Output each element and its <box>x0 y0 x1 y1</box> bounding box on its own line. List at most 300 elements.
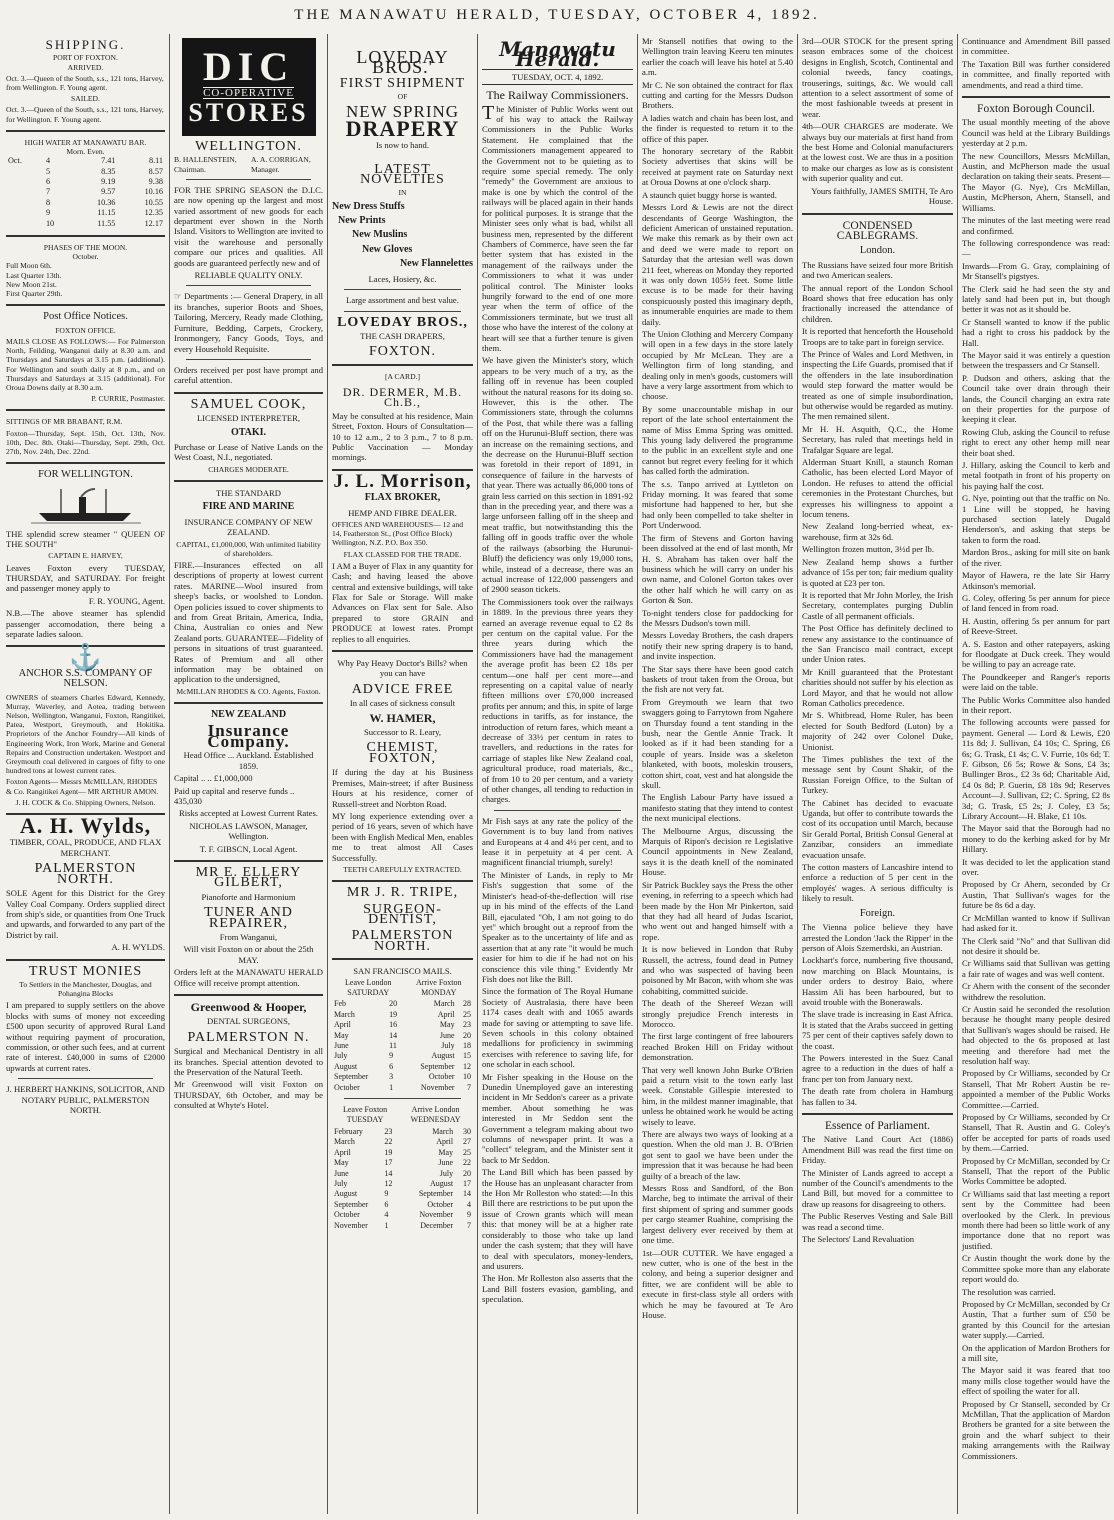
tide-row-cell: 9.38 <box>148 177 163 187</box>
tide-row-cell: 8.11 <box>148 156 163 166</box>
pointing-hand-icon: ☞ <box>174 291 182 302</box>
gilbert-sub2: TUNER AND REPAIRER, <box>204 905 293 931</box>
dic-names <box>174 155 323 173</box>
column-3 <box>328 34 478 1514</box>
news-sign: Yours faithfully, JAMES SMITH, Te Aro House. <box>811 185 953 207</box>
dic-logo-sub: CO-OPERATIVE <box>203 86 294 99</box>
tripe-sub: SURGEON-DENTIST, <box>363 901 442 927</box>
article-para: Mr Fish says at any rate the policy of the Government is to buy land from natives and Europeans at 4 and 4½ per cent, and to lease it in perpetuity at 4 per cent. A magnificent financial triumph, surely! <box>482 815 633 868</box>
council-para: Cr McMillan wanted to know if Sullivan had asked for it. <box>962 912 1110 934</box>
news-para: The Melbourne Argus, discussing the Marquis of Ripon's decision re Legislative Council appointments in New Zealand, says it is the death knell of the nominated House. <box>642 825 793 878</box>
nz-head: Head Office ... Auckland. Established 1859. <box>183 750 314 771</box>
tide-row-cell: 9.57 <box>101 187 116 197</box>
mail-row-cell: August <box>431 1051 455 1061</box>
gilbert-from: From Wanganui, <box>219 931 278 942</box>
tide-table <box>6 156 165 229</box>
news-para: Mr Stansell notifies that owing to the Wellington train leaving Keeru ten minutes earlier the coach will leave his hotel at 5.40 a.m. <box>642 36 793 78</box>
news-para: Mr C. Ne son obtained the contract for flax cutting and carting for the Messrs Dudson Brothers. <box>642 79 793 111</box>
mail-row-cell: November <box>334 1220 368 1230</box>
latest: LATEST NOVELTIES <box>360 161 445 188</box>
novelty-item: New Gloves <box>362 243 413 255</box>
morrison-sub2: HEMP AND FIBRE DEALER. <box>348 507 457 518</box>
news-para: Messrs Ross and Sandford, of the Bon Marche, beg to intimate the arrival of their first shipment of spring and summer goods per cargo steamer Ruahine, comprising the largest delivery ever received by them at one time. <box>642 1183 793 1246</box>
mail-row-cell: August <box>334 1189 358 1199</box>
mail-row-cell: 17 <box>463 1178 471 1188</box>
tide-row <box>6 219 165 229</box>
sf-title: SAN FRANCISCO MAILS. <box>353 966 452 977</box>
article-para: The Land Bill which has been passed by the House has an unpleasant character from the Hon Mr Rolleston who stated:—In this Bill there are restrictions to be put upon the issue of Crown grants which will mean this: that money will be at a higher rate considerably to those who take up land under the cash system; that they will have to deal with speculators, money-lenders, and usurers. <box>482 1167 633 1271</box>
mail-row-cell: 25 <box>463 1009 471 1019</box>
gilbert-sub: Pianoforte and Harmonium <box>201 891 296 902</box>
anchor-text: OWNERS of steamers Charles Edward, Kennedy, Murray, Waverley, and Aotea, trading between Nelson, Wellington, Wanganui, Foxton, Rangitikei, Patea, Westport, Greymouth, and Hokitika. Proprietors of the Anchor Foundry—All kinds of Engineering Work, Iron Work, Marine and General Repairs and Construction undertaken. Westport and Greymouth coal delivered in cargoes of fifty to one hundred tons at lowest current rates. <box>6 692 165 776</box>
council-para: Cr Ahern with the consent of the seconder withdrew the resolution. <box>962 981 1110 1002</box>
greenwood-visit: Mr Greenwood will visit Foxton on THURSDAY, 6th October, and may be consulted at Whyte's Hotel. <box>174 1079 323 1111</box>
sailed-label: SAILED. <box>71 94 100 104</box>
mail-row-cell: 22 <box>463 1158 471 1168</box>
tide-row-cell <box>6 208 44 218</box>
gilbert-title: MR E. ELLERY GILBERT, <box>195 864 302 891</box>
nz-lawson: NICHOLAS LAWSON, Manager, Wellington. <box>189 820 308 842</box>
loveday-foot2: THE CASH DRAPERS, <box>360 330 445 341</box>
post-sign: P. CURRIE, Postmaster. <box>91 394 165 404</box>
news-para: 3rd—OUR STOCK for the present spring season embraces some of the choicest designs in English, Scotch, Continental and colonial tweeds, fancy coatings, trouserings, suitings, &c. We would call attention to a select assortment of some of the most fashionable tweeds at present in wear. <box>802 36 953 119</box>
mail-row-cell: 17 <box>384 1158 393 1168</box>
news-para: 1st—OUR CUTTER. We have engaged a new cutter, who is one of the best in the colony, and being a superior designer and fitter, we are confident will be able to execute in first-class style all orders with which he may be favoured at Te Aro House. <box>642 1247 793 1320</box>
council-para: Proposed by Cr Williams, seconded by Cr Stansell, That Mr Robert Austin be re-appointed a member of the Public Works Committee.—Carried. <box>962 1068 1110 1110</box>
council-para: The usual monthly meeting of the above Council was held at the Library Buildings yesterday at 2 p.m. <box>962 117 1110 149</box>
post-title: Post Office Notices. <box>43 311 128 323</box>
agent: F. R. YOUNG, Agent. <box>88 595 165 606</box>
mail-row-cell: 23 <box>463 1020 471 1030</box>
teeth: TEETH CAREFULLY EXTRACTED. <box>343 864 462 874</box>
news-para: There are always two ways of looking at a question. When the old man J. B. O'Brien got sent to gaol we have been under the impression that it was because he had been guilty of a breach of the law. <box>642 1129 793 1181</box>
mail-row-cell: 6 <box>384 1199 389 1209</box>
dic-place: WELLINGTON. <box>195 139 302 154</box>
mail-row-cell: May <box>438 1147 454 1157</box>
wellington-title: FOR WELLINGTON. <box>38 469 133 481</box>
cable-para: The cotton masters of Lancashire intend to enforce a reduction of 5 per cent in the employés' wages. A serious difficulty is likely to result. <box>802 862 953 904</box>
my-text: MY long experience extending over a period of 16 years, seven of which have been with English Medical Men, enables me to treat almost All Cases Successfully. <box>332 810 473 863</box>
cable-para: Wellington frozen mutton, 3½d per lb. <box>802 544 935 555</box>
news-para: Messrs Lord & Lewis are not the direct descendants of George Washington, the deficient American of unstained reputation. We make this remark as by their own act and deed we were made to report on Saturday that the artesian well was down 211 feet, whereas on Monday they reported it was only down 105½ feet. Some little excuse is to be made for their having conspicuously posted this imaginary depth, as innumerable enquiries are made to them daily. <box>642 202 793 327</box>
novelty-item: New Dress Stuffs <box>332 200 405 212</box>
mail-row-cell: 19 <box>384 1147 393 1157</box>
tide-row-cell: 8.57 <box>148 166 163 176</box>
mail-row-cell: 12 <box>463 1061 471 1071</box>
mail-row-cell: 20 <box>389 999 398 1009</box>
mail-row-cell: September <box>418 1189 454 1199</box>
essence-heading: Essence of Parliament. <box>824 1120 931 1132</box>
mail-row <box>332 1221 473 1231</box>
mail-row-cell: 9 <box>384 1189 389 1199</box>
mail-row-cell: 22 <box>384 1137 393 1147</box>
loveday-sub: FIRST SHIPMENT <box>339 75 466 91</box>
tide-header: Morn. Even. <box>66 147 105 157</box>
column-1 <box>2 34 170 1514</box>
council-para: Proposed by Cr Williams, seconded by Cr Stansell, That R. Austin and G. Coley's offer be accepted for parts of roads used by them.—Carried. <box>962 1112 1110 1154</box>
post-sub: FOXTON OFFICE. <box>55 325 116 335</box>
flag-title: Manawatu Herald. <box>499 37 616 72</box>
moon-line: First Quarter 29th. <box>6 289 63 299</box>
council-para: The Public Works Committee also handed in their report. <box>962 694 1110 715</box>
council-para: Proposed by Cr Ahern, seconded by Cr Austin, That Sullivan's wages for the future be 8s 6d a day. <box>962 879 1110 911</box>
mail-row-cell: August <box>334 1061 358 1071</box>
mail-row <box>332 1189 473 1199</box>
mail-row <box>332 1179 473 1189</box>
cable-para: Lockhart's force, numbering five thousand, now marching on Black Mountains, is under orders to destroy Baio, where Hassim Ali has been harboured, but to avoid trouble with the Bonerawals. <box>802 955 953 1007</box>
sf-mails-table-1 <box>332 977 473 1093</box>
council-para: The Clerk said "No" and that Sullivan did not desire it should be. <box>962 935 1110 956</box>
post-text: MAILS CLOSE AS FOLLOWS:— For Palmerston North, Feilding, Wanganui daily at 8.30 a.m. and Thursdays and Saturdays at 3.15 p.m. (additional). For Wellington and south daily at 8 p.m., and on Thursdays and Saturdays at 3.15 (additional). For Oroua Downs daily at 8.30 a.m. <box>6 336 165 392</box>
morrison-text: I AM a Buyer of Flax in any quantity for Cash; and having leased the above central and extensive buildings, will take Flax for Sale or Storage. Will make Advances on Flax sent for Sale. Also prepared to store GRAIN and PRODUCE at lowest rates. Prompt replies to all enquiries. <box>332 560 473 644</box>
mail-row-cell: 15 <box>463 1051 471 1061</box>
council-para: Cr Austin thought the work done by the Committee spoke more than any elaborate report would do. <box>962 1253 1110 1285</box>
article-para: The Hon. Mr Rolleston also asserts that the Land Bill fosters evasion, gambling, and speculation. <box>482 1273 633 1305</box>
cable-para: New Zealand long-berried wheat, ex-warehouse, firm at 32s 6d. <box>802 521 953 542</box>
tide-row-cell: 8.35 <box>101 166 116 176</box>
mail-row-cell: June <box>334 1168 349 1178</box>
dic-manager: A. A. CORRIGAN, Manager. <box>251 155 311 174</box>
council-para: G. Coley, offering 5s per annum for piece of land fenced in from road. <box>962 592 1110 614</box>
loveday-large: Large assortment and best value. <box>346 295 459 306</box>
mail-row-cell: 7 <box>467 1220 471 1230</box>
card: [A CARD.] <box>384 371 421 381</box>
council-para: The following correspondence was read:— <box>962 237 1110 259</box>
mail-row-cell: April <box>436 1137 454 1147</box>
nz-title: NEW ZEALAND <box>210 709 287 721</box>
standard-title: THE STANDARD <box>216 487 281 498</box>
tide-row-cell: 7 <box>45 187 51 197</box>
anchor-sign: J. H. COCK & Co. Shipping Owners, Nelson. <box>15 797 156 807</box>
cable-para: The annual report of the London School Board shows that free education has only fractionally increased the attendance of children. <box>802 282 953 324</box>
cook-text: Purchase or Lease of Native Lands on the West Coast, N.I., negotiated. <box>174 441 323 463</box>
wylds-sub: TIMBER, COAL, PRODUCE, AND FLAX MERCHANT. <box>9 837 162 858</box>
mail-row-cell: August <box>429 1178 454 1188</box>
news-para: 4th—OUR CHARGES are moderate. We always buy our materials at first hand from the best Home and Colonial manufacturers at the lowest cost. We are thus in a position to make our charges as low as is consistent with superior quality and cut. <box>802 121 953 184</box>
anchor-title: ANCHOR S.S. COMPANY OF NELSON. <box>18 667 153 690</box>
column-5 <box>638 34 798 1514</box>
tide-row-cell: 10.55 <box>144 197 163 207</box>
council-para: On the application of Mardon Brothers for a mill site, <box>962 1342 1110 1363</box>
council-para: Proposed by Cr McMillan, seconded by Cr Austin, That a further sum of £50 be granted by this Council for the artesian water supply.—Carried. <box>962 1298 1110 1341</box>
standard-sign: McMILLAN RHODES & CO. Agents, Foxton. <box>176 686 321 696</box>
mail-row <box>332 1200 473 1210</box>
council-para: The Mayor said it was feared that too many mills close together would have the effect of spoiling the water for all. <box>962 1365 1110 1397</box>
mail-row-cell: 7 <box>467 1082 471 1092</box>
london-heading: London. <box>859 245 896 257</box>
dermer-title: DR. DERMER, M.B. Ch.B., <box>342 384 463 410</box>
mail-row-cell: April <box>334 1147 351 1157</box>
council-para: Proposed by Cr Stansell, seconded by Cr McMillan, That the application of Mardon Brothers be granted for a site between the groin and the wharf subject to their making arrangements with the Railway Commissioners. <box>962 1398 1110 1461</box>
sf-mails-table-2 <box>332 1104 473 1231</box>
mail-row-cell: September <box>334 1072 369 1082</box>
mail-row-cell: 4 <box>467 1199 471 1209</box>
dic-logo <box>182 38 316 136</box>
parliament-para: The Public Reserves Vesting and Sale Bill was read a second time. <box>802 1211 953 1232</box>
loveday-foot3: FOXTON. <box>368 344 437 360</box>
news-para: The Star says there have been good catch baskets of trout taken from the Oroua, but the fish are not very fat. <box>642 663 793 695</box>
parliament-para: The Selectors' Land Revaluation <box>802 1234 915 1245</box>
captain: CAPTAIN E. HARVEY, <box>48 551 123 561</box>
mail-row-cell: July <box>439 1168 454 1178</box>
mail-row-cell: March <box>433 999 455 1009</box>
sf-head: Arrive London WEDNESDAY <box>410 1105 461 1125</box>
tide-row-cell: 8 <box>45 197 51 207</box>
tripe-place: PALMERSTON NORTH. <box>351 928 454 954</box>
news-para: A staunch quiet buggy horse is wanted. <box>642 189 777 200</box>
loveday-drapery: DRAPERY <box>345 115 460 141</box>
wylds-sign: A. H. WYLDS. <box>111 942 165 953</box>
tide-row <box>6 167 165 177</box>
tide-row-cell <box>6 177 44 187</box>
council-para: Cr Williams said that Sullivan was getting a fair rate of wages and was well content. <box>962 958 1110 979</box>
greenwood-sub: DENTAL SURGEONS, <box>206 1016 291 1027</box>
cable-para: New Zealand hemp shows a further advance of 15s per ton; fair medium quality is quoted at £23 per ton. <box>802 556 953 588</box>
cable-para: Alderman Stuart Knill, a staunch Roman Catholic, has been elected Lord Mayor of London. He refuses to attend the official ceremonies in the Protestant Churches, but expresses his willingness to appoint a locum tenens. <box>802 457 953 520</box>
tide-row-cell: 6 <box>45 177 51 187</box>
dic-text: FOR THE SPRING SEASON the D.I.C. are now opening up the largest and most varied assortment of new goods for each department ever shown in the North Island. Visitors to Wellington are invited to visit the warehouse and personally compare our prices and qualities. All goods are guaranteed perfectly new and of <box>174 184 323 268</box>
loveday-of: OF <box>397 92 408 102</box>
greenwood-text: Surgical and Mechanical Dentistry in all its branches. Special attention devoted to the Preservation of the Natural Teeth. <box>174 1046 323 1078</box>
cable-para: Mr Knill guaranteed that the Protestant charities should not suffer by his election as Lord Mayor, and that he would not allow Roman Catholics precedence. <box>802 666 953 708</box>
tide-row-cell: Oct. <box>8 156 22 166</box>
masthead: THE MANAWATU HERALD, TUESDAY, OCTOBER 4, 1892. <box>294 7 820 23</box>
mail-row-cell: March <box>432 1126 454 1136</box>
dic-logo-stores: STORES <box>188 98 309 128</box>
mail-row-cell: 9 <box>389 1051 394 1061</box>
mail-row-cell: 25 <box>463 1147 471 1157</box>
news-para: Messrs Loveday Brothers, the cash drapers notify their new spring drapery is to hand, and invite inspection. <box>642 630 793 662</box>
council-para: J. Hillary, asking the Council to kerb and metal footpath in front of his property on his paying half the cost. <box>962 460 1110 491</box>
council-para: The resolution was carried. <box>962 1286 1056 1297</box>
cable-para: The Powers interested in the Suez Canal agree to a reduction in the dues of half a franc per ton from January next. <box>802 1052 953 1084</box>
novelty-item: Laces, Hosiery, &c. <box>368 273 437 284</box>
tide-row-cell <box>6 187 44 197</box>
cable-para: It is reported that Mr John Morley, the Irish Secretary, contemplates purging Dublin Castle of all permanent officials. <box>802 589 953 621</box>
tide-row-cell: 10.16 <box>144 187 163 197</box>
mail-row-cell: 27 <box>463 1137 471 1147</box>
council-para: The Clerk said he had seen the sty and lately sand had been put in, but though better it was not as it should be. <box>962 283 1110 315</box>
mail-row-cell: 12 <box>384 1178 393 1188</box>
steamer-illustration <box>31 485 141 525</box>
tide-row-cell: 11.15 <box>97 208 116 218</box>
news-para: The firm of Stevens and Gorton having been dissolved at the end of last month, Mr H. S. Abraham has taken over half the business which he will carry on under his own name, and Colonel Gorton takes over the other half which he will carry on as Gorton & Son. <box>642 532 793 606</box>
tide-row-cell: 10 <box>45 218 55 228</box>
mail-row-cell: June <box>439 1030 455 1040</box>
sf-head: Arrive Foxton MONDAY <box>415 977 462 997</box>
mail-row-cell: March <box>334 1009 355 1019</box>
council-para: Mardon Bros., asking for mill site on bank of the river. <box>962 547 1110 568</box>
mail-row-cell: 3 <box>389 1072 394 1082</box>
loveday-hand: Is now to hand. <box>376 140 429 151</box>
dic-orders: Orders received per post have prompt and careful attention. <box>174 364 323 386</box>
column-2 <box>170 34 328 1514</box>
mail-row-cell: 10 <box>463 1072 471 1082</box>
mail-row-cell: 30 <box>463 1126 471 1136</box>
council-para: The Mayor said it was entirely a question between the trespassers and Cr Stansell. <box>962 349 1110 371</box>
sailed-text: Oct. 3.—Queen of the South, s.s., 121 tons, Harvey, for Wellington. F. Young agent. <box>6 105 164 124</box>
tide-title: HIGH WATER AT MANAWATU BAR. <box>24 137 147 147</box>
trust-title: TRUST MONIES <box>28 963 143 979</box>
dic-logo-text: DIC <box>202 43 295 89</box>
mail-row <box>332 1148 473 1158</box>
council-para: P. Dudson and others, asking that the Council take over drain through their lands, the Council charging an extra rate on their properties for the purpose of keeping it clear. <box>962 372 1110 425</box>
mail-row <box>332 1010 473 1020</box>
standard-capital: CAPITAL, £1,000,000, With unlimited liability of shareholders. <box>176 539 321 558</box>
nz-gibson: T. F. GIBSCN, Local Agent. <box>199 843 298 854</box>
cable-para: The Prince of Wales and Lord Methven, in inspecting the Life Guards, promised that if the offenders in the late insubordination would step forward the matter would be treated as one of simple insubordination, but otherwise would be regarded as mutiny. The men remained silent. <box>802 348 953 422</box>
tide-row-cell: 5 <box>45 166 51 176</box>
article-para: The Minister of Public Works went out of his way to attack the Railway Commissioners in the Public Works Statement. He complained that the Commissioners management appeared to the Government not to be quieting as to require some special remedy. The only "remedy" the Government are anxious to make is one by which the control of the railways will be placed again in their hands for political purposes. It is strange that the Minister sees only what is bad, whilst all business men, represented by the different Chambers of Commerce, have seen the far better system that has existed in the management of the railways under the Commissioners to what it was under political control. The Minister looks hungrily forward to the end of one more year when the term of office of the Commissioners terminate, but we trust all those who have the interest of the colony at heart will see that a further tenure is given them. <box>482 101 633 353</box>
foreign-heading: Foreign. <box>859 907 896 919</box>
hamer-sub: CHEMIST, FOXTON, <box>366 740 439 766</box>
tide-row-cell <box>6 167 44 177</box>
cable-para: The slave trade is increasing in East Africa. It is stated that the Arabs succeed in getting 75 per cent of their captives safely down to the coast. <box>802 1009 953 1051</box>
mail-row-cell: 18 <box>463 1041 471 1051</box>
hamer-advice: ADVICE FREE <box>351 681 454 697</box>
council-para: Inwards—From G. Gray, complaining of Mr Stansell's pigstyes. <box>962 260 1110 282</box>
headline: The Railway Commissioners. <box>486 88 629 103</box>
sf-head: Leave Foxton TUESDAY <box>342 1105 388 1125</box>
leaves-text: Leaves Foxton every TUESDAY, THURSDAY, and SATURDAY. For freight and passenger money apply to <box>6 562 165 594</box>
tide-row-cell: 12.35 <box>144 208 163 218</box>
greenwood-place: PALMERSTON N. <box>187 1029 310 1045</box>
news-para: The death of the Shereef Wezan will strongly prejudice French interests in Morocco. <box>642 998 793 1029</box>
tide-row <box>6 187 165 197</box>
nb-text: N.B.—The above steamer has splendid passenger accomodation, there being a separate ladies saloon. <box>6 608 165 639</box>
cable-para: The Times publishes the text of the message sent by Count Shakir, of the Russian Foreign Office, to the Sultan of Turkey. <box>802 754 953 796</box>
mail-row-cell: 20 <box>463 1168 471 1178</box>
moon-line: Full Moon 6th. <box>6 261 52 271</box>
article-para: We have given the Minister's story, which appears to be very much of a try, as the falling off in revenue has been coupled without the natural reasons for its doing so. However, this is the other. The Commissioners state, through the columns of the Post, that while there was a falling off on the Hurunui-Bluff section, there was an increase on the remaining sections, and the decrease on the Hurunui-Bluff section was foretold in their report of 1891, in consequence of failure in the harvests of that year. There was actually 86,000 tons of grain less carried on this section in 1891-92 than in the preceding year, and there was a large unforseen falling off in the sheep and meat traffic, but notwithstanding this the falling off in goods traffic over the whole of the railways (absorbing the Hurunui-Bluff) the deficiency was only 19,000 tons, while, instead of a decrease, there was an actual increase of 122,000 passengers and of 2900 season tickets. <box>482 355 633 595</box>
loveday-title: LOVEDAY BROS.' <box>356 47 449 78</box>
mail-row-cell: July <box>334 1051 348 1061</box>
mail-row-cell: July <box>334 1178 348 1188</box>
moon-month: October. <box>72 252 99 262</box>
trust-text: I am prepared to supply settlers on the above blocks with sums of money not exceeding £500 upon security of approved Rural Land without requiring payment of procuration, commission, or other such fees, and at current rate of interest. £40,000 in sums of £2000 upwards at current rates. <box>6 1000 165 1073</box>
mail-row-cell: 11 <box>389 1041 397 1051</box>
mail-row <box>332 1041 473 1051</box>
mail-row-cell: October <box>334 1082 360 1092</box>
mail-row-cell: 14 <box>384 1168 393 1178</box>
article-para: Mr Fisher speaking in the House on the Dunedin Unemployed gave an interesting incident in Mr Seddon's career as a private member. About something he was interested in Mr Seddon sent the Government a telegram making about two columns of newspaper print. It was a "collect" telegram, and the Minister sent it back to Mr Seddon. <box>482 1071 633 1165</box>
cable-para: The Vienna police believe they have arrested the London 'Jack the Ripper' in the person of Alois Szemerdski, an Austrian. <box>802 922 953 953</box>
mail-row-cell: April <box>437 1009 455 1019</box>
council-para: Cr Austin said he seconded the resolution because he thought many people desired that Sullivan's wages should be raised. He had objected to the 6s proposed at last meeting and therefore had met the resolution half way. <box>962 1003 1110 1066</box>
council-para: The new Councillors, Messrs McMillan, Austin, and McPherson made the usual declaration on taking their seats. Present—The Mayor (G. Nye), Crs McMillan, Austin, McPherson, Ahern, Stansell, and Williams. <box>962 150 1110 213</box>
article-para: Since the formation of The Royal Humane Society of Australasia, there have been 1174 cases dealt with and 1065 awards made for saving or attempting to save life. Seven schools in this colony obtained medallions for proficiency in swimming exercises with reference to saving life, for one scholar in each school. <box>482 986 633 1070</box>
cable-para: Mr S. Whitbread, Home Ruler, has been elected for South Bedford (Luton) by a majority of 242 over Colonel Duke, Unionist. <box>802 710 953 752</box>
wylds-text: SOLE Agent for this District for the Grey Valley Coal Company. Orders supplied direct from ship's side, or quantities from One Truck and upwards, and forwarded to any part of the District by rail. <box>6 888 165 940</box>
council-para: The Mayor said that the Borough had no money to do the kerbing asked for by Mr Hillary. <box>962 823 1110 855</box>
shipping-title: SHIPPING. <box>45 37 126 52</box>
tide-row <box>6 156 165 166</box>
wylds-place: PALMERSTON NORTH. <box>34 861 137 887</box>
parliament-para: The Taxation Bill was further considered in committee, and finally reported with amendments, and read a third time. <box>962 58 1110 90</box>
greenwood-title: Greenwood & Hooper, <box>190 1000 307 1014</box>
loveday-foot: LOVEDAY BROS., <box>337 314 468 330</box>
mail-row-cell: 4 <box>384 1210 389 1220</box>
arrived-label: ARRIVED. <box>67 62 104 72</box>
hankins: J. HERBERT HANKINS, SOLICITOR, AND NOTARY PUBLIC, PALMERSTON NORTH. <box>6 1084 165 1115</box>
mail-row-cell: 6 <box>389 1061 394 1071</box>
mail-row-cell: 1 <box>389 1082 394 1092</box>
cable-title: CONDENSED CABLEGRAMS. <box>836 219 919 242</box>
standard-sub2: INSURANCE COMPANY OF NEW ZEALAND. <box>184 516 313 538</box>
mail-row-cell: June <box>334 1041 349 1051</box>
mail-row-cell: February <box>334 1126 363 1136</box>
tide-row-cell: 10.36 <box>96 197 116 207</box>
parliament-para: Continuance and Amendment Bill passed in committee. <box>962 36 1110 57</box>
mail-row-cell: 14 <box>463 1189 471 1199</box>
dic-chairman: B. HALLENSTEIN, Chairman. <box>174 155 237 174</box>
mail-row <box>332 999 473 1009</box>
mail-row <box>332 1020 473 1030</box>
issue-date: TUESDAY, OCT. 4, 1892. <box>482 69 633 85</box>
mail-row-cell: April <box>334 1020 351 1030</box>
nz-paid: Paid up capital and reserve funds .. 435,030 <box>174 785 295 806</box>
mail-row-cell: October <box>427 1199 454 1209</box>
tide-row-cell: 9.19 <box>101 177 116 187</box>
cook-charges: CHARGES MODERATE. <box>208 464 289 474</box>
mail-row <box>332 1137 473 1147</box>
mail-row-cell: May <box>439 1020 455 1030</box>
novelty-item: New Prints <box>338 215 386 227</box>
sittings-text: Foxton—Thursday, Sept. 15th, Oct. 13th, Nov. 10th, Dec. 8th. Otaki—Thursday, Sept. 29th, Oct. 27th, Nov. 24th, Dec. 22nd. <box>6 428 165 456</box>
council-para: Mayor of Hawera, re the late Sir Harry Atkinson's memorial. <box>962 570 1110 591</box>
gilbert-orders: Orders left at the MANAWATU HERALD Office will receive prompt attention. <box>174 967 323 988</box>
nz-big: Insurance Company. <box>207 721 290 751</box>
mail-row-cell: July <box>441 1041 455 1051</box>
tide-row <box>6 198 165 208</box>
morrison-offices: OFFICES AND WAREHOUSES— 12 and 14, Featherston St., (Post Office Block) Wellington, N.Z. P.O. Box 350. <box>332 519 464 548</box>
mail-row <box>332 1062 473 1072</box>
news-para: The honorary secretary of the Rabbit Society advertises that skins will be received at payment rate on Saturday next at Oroua Downs at one o'clock sharp. <box>642 146 793 188</box>
news-para: The first large contingent of free labourers reached Broken Hill on Friday without demonstration. <box>642 1031 793 1063</box>
hamer-title: W. HAMER, <box>369 710 436 725</box>
mail-row-cell: June <box>438 1158 454 1168</box>
wylds-title: A. H. Wylds, <box>19 813 152 839</box>
moon-line: New Moon 21st. <box>6 279 57 289</box>
loveday-new: NEW SPRING <box>345 102 460 122</box>
hamer-cases: In all cases of sickness consult <box>349 698 456 709</box>
council-para: Proposed by Cr McMillan, seconded by Cr Stansell, That the report of the Public Works Committee be adopted. <box>962 1155 1110 1187</box>
cable-para: The Russians have seized four more British and two American sealers. <box>802 259 953 281</box>
cable-para: The Cabinet has decided to evacuate Uganda, but offer to contribute towards the cost of its occupation until March, because Sir Gerald Portal, British Consul General at Zanzibar, considers an immediate evacuation unsafe. <box>802 797 953 860</box>
news-para: The s.s. Tanpo arrived at Lyttleton on Friday morning. It was feared that some misfortune had happened to her, but she had only been compelled to take shelter in Port Underwood. <box>642 478 793 531</box>
mail-row-cell: May <box>334 1030 349 1040</box>
dermer-text: May be consulted at his residence, Main Street, Foxton. Hours of Consultation—10 to 12 a.m., 2 to 3 p.m., 7 to 8 p.m. Public Vaccination — Monday mornings. <box>332 410 473 463</box>
mail-row-cell: November <box>420 1082 455 1092</box>
column-4 <box>478 34 638 1514</box>
article-para: The Commissioners took over the railways in 1889. In the previous three years they earned an average revenue equal to £2 8s per centum on the capital value. For the three years during which the Commissioners have had the management the average profit has been £2 18s per centum—one half per cent more—and representing on a capital value of nearly fifteen millions over £70,000 increased profits per annum; and this, in spite of large reductions in tariffs, as for instance, the introduction of return fares, which meant a decrease of 33½ per centum in rates to travellers, and reductions in the rates for carriage of staples like New Zealand coal, agricultural produce, road materials, &c., of from 10 to 20 per centum, and a variety of other changes, all tending to reduction in charges. <box>482 596 633 805</box>
mail-row-cell: 19 <box>389 1009 398 1019</box>
morrison-sub: FLAX BROKER, <box>364 492 441 504</box>
tide-row-cell: 7.41 <box>101 156 116 166</box>
hamer-text: If during the day at his Business Premises, Main-street; if after Business Hours at his residence, corner of Russell-street and Norbton Road. <box>332 767 473 809</box>
latest-in: IN <box>398 188 407 198</box>
port-heading: PORT OF FOXTON. <box>53 53 118 63</box>
parliament-para: The Native Land Court Act (1886) Amendment Bill was read the first time on Friday. <box>802 1134 953 1166</box>
council-para: The following accounts were passed for payment. General — Lord & Lewis, £20 11s 8d; J. Sullivan, £4 10s; C. Spring, £6 6s; G. Trask, £1 4s; C. V. Furrie, 10s 6d; T. F. Gibson, £6 5s; Rowe & Sons, £4 3s; Bullinger Bros., £2 3s 6d; Charitable Aid, £4 0s 8d; P. Guerin, £8 18s 9d; Reserves Account—J. Sullivan, £2; C. Spring, £2 8s 3d; G. Trask, £5 2s; J. Coley, £3 5s; Library Account—H. Blake, £1 10s. <box>962 717 1110 822</box>
news-para: It is now believed in London that Ruby Russell, the actress, found dead in Putney and who was suspected of having been poisoned by Mr Bacon, with whom she was cohabiting, committed suicide. <box>642 944 793 996</box>
cook-place: OTAKI. <box>230 426 267 438</box>
tripe-title: MR J. R. TRIPE, <box>346 885 459 901</box>
cook-sub: LICENSED INTERPRETER, <box>196 413 301 424</box>
mail-row-cell: March <box>334 1137 355 1147</box>
mail-row-cell: October <box>428 1072 455 1082</box>
mail-row <box>332 1051 473 1061</box>
